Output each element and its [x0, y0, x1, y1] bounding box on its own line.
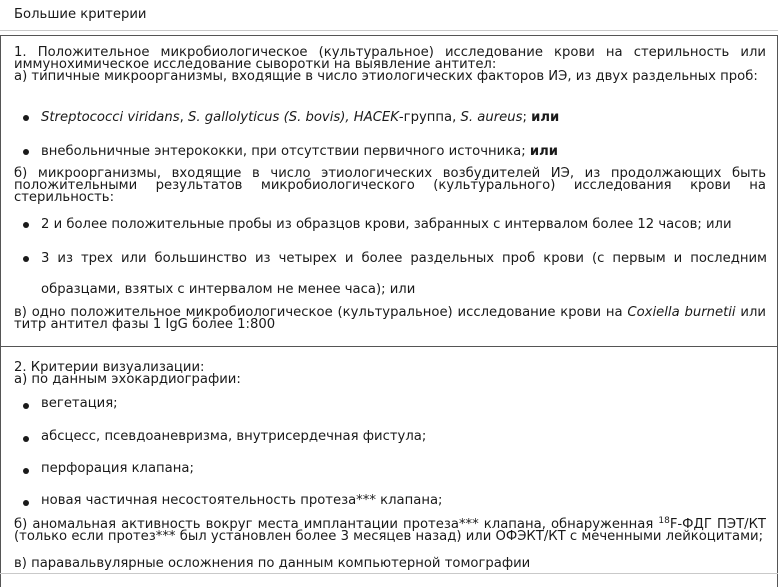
organism-name: S. aureus [460, 110, 523, 125]
row2-bottom-border [0, 573, 778, 574]
criterion1-b-item-2: 3 из трех или большинство из четырех и более раздельных проб крови (с первым и последним [41, 251, 767, 266]
criterion2-a-label: а) по данным эхокардиографии: [14, 372, 241, 387]
criterion2-a-item-1: вегетация; [41, 396, 118, 411]
row1-top-border [0, 35, 778, 36]
criterion1-b-label: б) микроорганизмы, входящие в число этиологических возбудителей ИЭ, из продолжающих быть положительными результатов микробиологического (культурального) исследования крови на стерильность: [14, 166, 766, 205]
bullet-icon [23, 115, 29, 121]
table-header-title: Большие критерии [14, 7, 147, 22]
bullet-icon [23, 256, 29, 262]
bullet-icon [23, 468, 29, 474]
criterion2-intro: 2. Критерии визуализации: [14, 360, 205, 375]
header-row [0, 0, 778, 30]
criterion1-b-item-1: 2 и более положительные пробы из образцов крови, забранных с интервалом более 12 часов; или [41, 217, 732, 232]
organism-name: Streptococci viridans [41, 110, 180, 125]
criterion1-b-item-2-cont: образцами, взятых с интервалом не менее часа); или [41, 282, 416, 297]
row2-top-border [0, 346, 778, 347]
bullet-icon [23, 222, 29, 228]
conjunction-or: или [529, 144, 559, 159]
criterion1-a-item-1: Streptococci viridans, S. gallolyticus (S. bovis), HACEK-группа, S. aureus; или [41, 110, 560, 125]
organism-name: S. gallolyticus (S. bovis), HACEK [188, 110, 399, 125]
criterion1-intro: 1. Положительное микробиологическое (культуральное) исследование крови на стерильность или иммунохимическое исследование сыворотки на выявление антител: [14, 45, 766, 72]
criterion2-a-item-4: новая частичная несостоятельность протеза*** клапана; [41, 493, 443, 508]
organism-name: Coxiella burnetii [627, 305, 736, 320]
header-divider [0, 30, 778, 31]
criterion2-a-item-3: перфорация клапана; [41, 461, 194, 476]
criterion1-a-label: а) типичные микроорганизмы, входящие в число этиологических факторов ИЭ, из двух раздельных проб: [14, 69, 758, 84]
bullet-icon [23, 149, 29, 155]
bullet-icon [23, 436, 29, 442]
criterion1-a-item-2: внебольничные энтерококки, при отсутствии первичного источника; или [41, 144, 559, 159]
bullet-icon [23, 403, 29, 409]
criterion1-v-text: в) одно положительное микробиологическое (культуральное) исследование крови на Coxiella burnetii или титр антител фазы 1 IgG более 1:800 [14, 305, 766, 332]
criterion2-a-item-2: абсцесс, псевдоаневризма, внутрисердечная фистула; [41, 429, 427, 444]
bullet-icon [23, 500, 29, 506]
criterion2-b-text: б) аномальная активность вокруг места имплантации протеза*** клапана, обнаруженная $^{18}$F-ФДГ ПЭТ/КТ (только если протез*** был установлен более 3 месяцев назад) или ОФЭКТ/КТ с меченными лейкоцитами; [14, 516, 766, 544]
conjunction-or: или [531, 110, 560, 125]
isotope-superscript: 18 [658, 516, 670, 526]
criterion2-v-text: в) паравальвулярные осложнения по данным компьютерной томографии [14, 556, 531, 571]
left-border [0, 35, 1, 587]
